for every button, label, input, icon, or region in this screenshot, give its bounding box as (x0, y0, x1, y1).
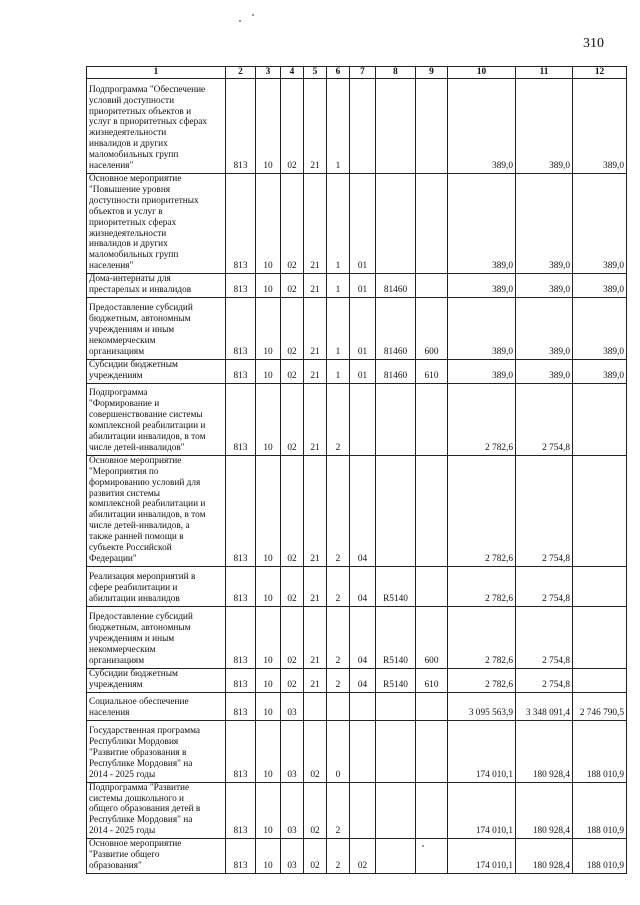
direction-code (376, 455, 416, 566)
amount-col-11: 389,0 (516, 297, 573, 359)
amount-col-12 (573, 606, 627, 668)
table-row (87, 782, 627, 839)
ministry-code: 813 (226, 692, 256, 720)
section-code: 10 (256, 359, 281, 383)
section-code: 10 (256, 79, 281, 174)
section-code: 10 (256, 455, 281, 566)
column-header-3: 3 (256, 67, 281, 79)
section-code: 10 (256, 720, 281, 782)
subprogram-code: 2 (327, 782, 350, 839)
subsection-code: 02 (281, 383, 304, 455)
amount-col-11: 389,0 (516, 359, 573, 383)
amount-col-12: 188 010,9 (573, 782, 627, 839)
ministry-code: 813 (226, 668, 256, 692)
expense-type-code (416, 274, 448, 298)
subsection-code: 02 (281, 566, 304, 606)
expense-type-code (416, 455, 448, 566)
subprogram-code: 2 (327, 839, 350, 874)
direction-code (376, 79, 416, 174)
column-header-11: 11 (516, 67, 573, 79)
amount-col-12 (573, 383, 627, 455)
amount-col-11: 2 754,8 (516, 606, 573, 668)
expense-type-code (416, 79, 448, 174)
ministry-code: 813 (226, 359, 256, 383)
amount-col-12: 389,0 (573, 79, 627, 174)
event-code (350, 79, 376, 174)
amount-col-12: 389,0 (573, 274, 627, 298)
row-name: Дома-интернаты для престарелых и инвалидов (87, 274, 226, 298)
event-code: 04 (350, 606, 376, 668)
row-name: Основное мероприятие "Повышение уровня доступности приоритетных объектов и услуг в приоритетных сферах жизнедеятельности инвалидов и других маломобильных групп населения" (87, 174, 226, 274)
expense-type-code (416, 839, 448, 874)
subprogram-code: 2 (327, 566, 350, 606)
section-code: 10 (256, 782, 281, 839)
column-header-8: 8 (376, 67, 416, 79)
event-code: 04 (350, 668, 376, 692)
amount-col-12 (573, 455, 627, 566)
amount-col-10: 389,0 (448, 359, 516, 383)
table-row (87, 274, 627, 298)
ministry-code: 813 (226, 606, 256, 668)
subprogram-code: 2 (327, 668, 350, 692)
table-row (87, 720, 627, 782)
table-row (87, 692, 627, 720)
amount-col-12: 389,0 (573, 359, 627, 383)
amount-col-11: 3 348 091,4 (516, 692, 573, 720)
direction-code (376, 383, 416, 455)
column-header-5: 5 (304, 67, 327, 79)
subsection-code: 02 (281, 668, 304, 692)
subsection-code: 03 (281, 839, 304, 874)
column-header-7: 7 (350, 67, 376, 79)
page-number: 310 (583, 36, 604, 51)
subsection-code: 02 (281, 174, 304, 274)
row-name: Предоставление субсидий бюджетным, автономным учреждениям и иным некоммерческим организациям (87, 297, 226, 359)
amount-col-12: 188 010,9 (573, 720, 627, 782)
program-code: 21 (304, 274, 327, 298)
row-name: Субсидии бюджетным учреждениям (87, 668, 226, 692)
subprogram-code: 1 (327, 79, 350, 174)
amount-col-11: 180 928,4 (516, 839, 573, 874)
section-code: 10 (256, 174, 281, 274)
event-code: 01 (350, 174, 376, 274)
ministry-code: 813 (226, 274, 256, 298)
ministry-code: 813 (226, 383, 256, 455)
subsection-code: 02 (281, 455, 304, 566)
amount-col-12: 2 746 790,5 (573, 692, 627, 720)
section-code: 10 (256, 606, 281, 668)
amount-col-10: 2 782,6 (448, 455, 516, 566)
event-code: 01 (350, 274, 376, 298)
expense-type-code: 600 (416, 606, 448, 668)
expense-type-code (416, 566, 448, 606)
program-code: 21 (304, 455, 327, 566)
table-body (87, 79, 627, 874)
program-code: 21 (304, 79, 327, 174)
program-code: 21 (304, 668, 327, 692)
ministry-code: 813 (226, 839, 256, 874)
ministry-code: 813 (226, 174, 256, 274)
ministry-code: 813 (226, 455, 256, 566)
row-name: Основное мероприятие "Развитие общего образования" (87, 839, 226, 874)
amount-col-10: 389,0 (448, 274, 516, 298)
amount-col-10: 3 095 563,9 (448, 692, 516, 720)
column-header-9: 9 (416, 67, 448, 79)
program-code: 21 (304, 359, 327, 383)
table-row (87, 174, 627, 274)
event-code (350, 692, 376, 720)
event-code (350, 720, 376, 782)
amount-col-11: 2 754,8 (516, 668, 573, 692)
subprogram-code: 2 (327, 455, 350, 566)
section-code: 10 (256, 274, 281, 298)
program-code: 02 (304, 839, 327, 874)
program-code: 21 (304, 606, 327, 668)
amount-col-10: 174 010,1 (448, 839, 516, 874)
row-name: Подпрограмма "Обеспечение условий доступности приоритетных объектов и услуг в приоритетных сферах жизнедеятельности инвалидов и других маломобильных групп населения" (87, 79, 226, 174)
program-code: 21 (304, 297, 327, 359)
subprogram-code (327, 692, 350, 720)
expense-type-code (416, 782, 448, 839)
section-code: 10 (256, 297, 281, 359)
subsection-code: 03 (281, 692, 304, 720)
table-row (87, 566, 627, 606)
amount-col-11: 389,0 (516, 174, 573, 274)
table-row (87, 297, 627, 359)
row-name: Субсидии бюджетным учреждениям (87, 359, 226, 383)
event-code: 02 (350, 839, 376, 874)
table-row (87, 383, 627, 455)
program-code: 02 (304, 782, 327, 839)
program-code: 21 (304, 566, 327, 606)
event-code: 01 (350, 297, 376, 359)
amount-col-10: 389,0 (448, 297, 516, 359)
subsection-code: 02 (281, 606, 304, 668)
event-code (350, 782, 376, 839)
amount-col-10: 174 010,1 (448, 720, 516, 782)
row-name: Социальное обеспечение населения (87, 692, 226, 720)
amount-col-12 (573, 668, 627, 692)
subsection-code: 03 (281, 720, 304, 782)
amount-col-11: 2 754,8 (516, 566, 573, 606)
event-code (350, 383, 376, 455)
column-header-6: 6 (327, 67, 350, 79)
subsection-code: 03 (281, 782, 304, 839)
amount-col-11: 389,0 (516, 79, 573, 174)
program-code (304, 692, 327, 720)
amount-col-10: 2 782,6 (448, 383, 516, 455)
table-row (87, 359, 627, 383)
direction-code: R5140 (376, 566, 416, 606)
subprogram-code: 1 (327, 297, 350, 359)
section-code: 10 (256, 668, 281, 692)
direction-code (376, 174, 416, 274)
expense-type-code (416, 383, 448, 455)
program-code: 02 (304, 720, 327, 782)
amount-col-10: 2 782,6 (448, 606, 516, 668)
table-row (87, 839, 627, 874)
subsection-code: 02 (281, 359, 304, 383)
amount-col-11: 180 928,4 (516, 782, 573, 839)
amount-col-12 (573, 566, 627, 606)
expense-type-code: 600 (416, 297, 448, 359)
column-header-4: 4 (281, 67, 304, 79)
amount-col-11: 180 928,4 (516, 720, 573, 782)
table-row (87, 606, 627, 668)
table-row (87, 455, 627, 566)
amount-col-11: 2 754,8 (516, 383, 573, 455)
direction-code: R5140 (376, 606, 416, 668)
event-code: 04 (350, 455, 376, 566)
expense-type-code (416, 174, 448, 274)
subsection-code: 02 (281, 274, 304, 298)
ministry-code: 813 (226, 782, 256, 839)
column-header-12: 12 (573, 67, 627, 79)
amount-col-10: 389,0 (448, 79, 516, 174)
expense-type-code (416, 692, 448, 720)
column-header-10: 10 (448, 67, 516, 79)
direction-code: 81460 (376, 274, 416, 298)
section-code: 10 (256, 692, 281, 720)
event-code: 01 (350, 359, 376, 383)
program-code: 21 (304, 383, 327, 455)
amount-col-10: 174 010,1 (448, 782, 516, 839)
subprogram-code: 0 (327, 720, 350, 782)
subprogram-code: 1 (327, 274, 350, 298)
expense-type-code: 610 (416, 359, 448, 383)
scan-speck (252, 14, 254, 16)
table-header-row (87, 67, 627, 79)
subprogram-code: 2 (327, 383, 350, 455)
amount-col-10: 2 782,6 (448, 668, 516, 692)
subsection-code: 02 (281, 297, 304, 359)
direction-code: 81460 (376, 297, 416, 359)
amount-col-11: 2 754,8 (516, 455, 573, 566)
row-name: Подпрограмма "Развитие системы дошкольного и общего образования детей в Республике Мордовия" на 2014 - 2025 годы (87, 782, 226, 839)
amount-col-10: 389,0 (448, 174, 516, 274)
ministry-code: 813 (226, 297, 256, 359)
direction-code (376, 782, 416, 839)
row-name: Государственная программа Республики Мордовия "Развитие образования в Республике Мордовия" на 2014 - 2025 годы (87, 720, 226, 782)
subsection-code: 02 (281, 79, 304, 174)
budget-table (86, 66, 627, 874)
section-code: 10 (256, 383, 281, 455)
subprogram-code: 2 (327, 606, 350, 668)
table-row (87, 79, 627, 174)
event-code: 04 (350, 566, 376, 606)
section-code: 10 (256, 839, 281, 874)
row-name: Реализация мероприятий в сфере реабилитации и абилитации инвалидов (87, 566, 226, 606)
section-code: 10 (256, 566, 281, 606)
amount-col-12: 389,0 (573, 297, 627, 359)
column-header-1: 1 (87, 67, 226, 79)
amount-col-10: 2 782,6 (448, 566, 516, 606)
row-name: Подпрограмма "Формирование и совершенствование системы комплексной реабилитации и абилитации инвалидов, в том числе детей-инвалидов" (87, 383, 226, 455)
amount-col-11: 389,0 (516, 274, 573, 298)
direction-code (376, 692, 416, 720)
column-header-2: 2 (226, 67, 256, 79)
subprogram-code: 1 (327, 359, 350, 383)
ministry-code: 813 (226, 720, 256, 782)
program-code: 21 (304, 174, 327, 274)
scan-speck (239, 20, 241, 22)
subprogram-code: 1 (327, 174, 350, 274)
table-row (87, 668, 627, 692)
ministry-code: 813 (226, 566, 256, 606)
direction-code (376, 839, 416, 874)
expense-type-code: 610 (416, 668, 448, 692)
expense-type-code (416, 720, 448, 782)
direction-code: R5140 (376, 668, 416, 692)
row-name: Основное мероприятие "Мероприятия по формированию условий для развития системы комплексной реабилитации и абилитации инвалидов, в том числе детей-инвалидов, а также ранней помощи в субъекте Российской Федерации" (87, 455, 226, 566)
row-name: Предоставление субсидий бюджетным, автономным учреждениям и иным некоммерческим организациям (87, 606, 226, 668)
ministry-code: 813 (226, 79, 256, 174)
direction-code: 81460 (376, 359, 416, 383)
direction-code (376, 720, 416, 782)
amount-col-12: 188 010,9 (573, 839, 627, 874)
amount-col-12: 389,0 (573, 174, 627, 274)
